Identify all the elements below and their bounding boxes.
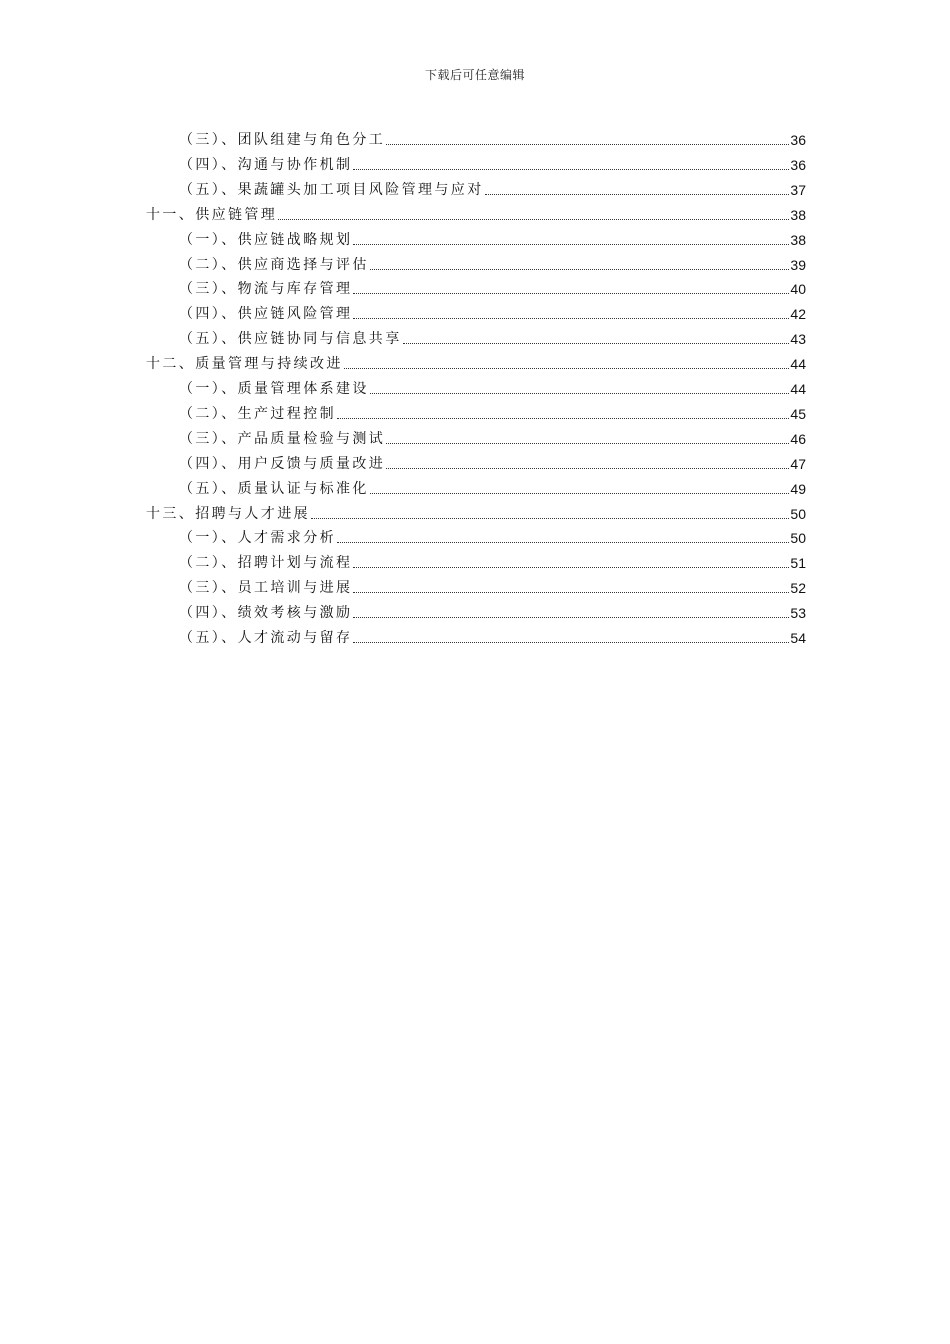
- toc-entry[interactable]: [179, 274, 806, 298]
- toc-entry-page-number: 44: [790, 381, 806, 397]
- toc-entry-page-number: 42: [790, 306, 806, 323]
- toc-dot-leader: [337, 542, 789, 543]
- toc-entry-page-number: 51: [790, 555, 806, 572]
- toc-entry[interactable]: [179, 299, 806, 323]
- toc-entry-title: （五）、供应链协同与信息共享: [179, 331, 402, 348]
- toc-dot-leader: [386, 443, 789, 444]
- toc-entry[interactable]: [179, 449, 806, 473]
- toc-entry[interactable]: [179, 250, 806, 274]
- toc-entry-page-number: 49: [790, 480, 806, 497]
- toc-entry-page-number: 52: [790, 580, 806, 597]
- toc-entry-page-number: 38: [790, 206, 806, 223]
- toc-entry-page-number: 50: [790, 530, 806, 547]
- toc-entry-title: （四）、供应链风险管理: [179, 306, 353, 323]
- toc-entry-title: （三）、团队组建与角色分工: [179, 132, 386, 148]
- toc-dot-leader: [403, 343, 790, 344]
- toc-entry-title: （五）、人才流动与留存: [179, 630, 353, 646]
- toc-entry-page-number: 50: [790, 505, 806, 522]
- toc-entry[interactable]: [179, 474, 806, 498]
- toc-entry-title: （一）、质量管理体系建设: [179, 381, 369, 397]
- toc-dot-leader: [353, 567, 789, 568]
- toc-entry-page-number: 46: [790, 430, 806, 447]
- toc-entry-page-number: 43: [790, 331, 806, 348]
- toc-entry[interactable]: [179, 598, 806, 622]
- toc-entry-title: 十一、供应链管理: [146, 206, 278, 223]
- toc-entry[interactable]: [179, 623, 806, 647]
- toc-entry[interactable]: [179, 548, 806, 572]
- toc-entry-title: （四）、用户反馈与质量改进: [179, 455, 386, 472]
- toc-entry-page-number: 45: [790, 405, 806, 422]
- toc-dot-leader: [353, 642, 789, 643]
- toc-entry-title: （三）、员工培训与进展: [179, 580, 353, 597]
- toc-entry-page-number: 44: [790, 356, 806, 373]
- toc-dot-leader: [353, 318, 789, 319]
- toc-dot-leader: [344, 368, 790, 369]
- toc-dot-leader: [311, 518, 789, 519]
- toc-dot-leader: [278, 219, 789, 220]
- toc-entry-title: （四）、绩效考核与激励: [179, 605, 353, 622]
- toc-entry-page-number: 40: [790, 281, 806, 298]
- toc-dot-leader: [337, 418, 789, 419]
- toc-dot-leader: [386, 468, 789, 469]
- toc-entry[interactable]: [179, 125, 806, 149]
- toc-entry[interactable]: [179, 573, 806, 597]
- toc-dot-leader: [485, 194, 790, 195]
- toc-entry-title: 十二、质量管理与持续改进: [146, 356, 343, 373]
- toc-dot-leader: [370, 269, 790, 270]
- toc-entry-title: （一）、供应链战略规划: [179, 231, 353, 248]
- toc-entry[interactable]: [179, 324, 806, 348]
- toc-dot-leader: [353, 617, 789, 618]
- toc-entry-title: （四）、沟通与协作机制: [179, 156, 353, 173]
- toc-dot-leader: [353, 169, 789, 170]
- toc-entry-title: （二）、供应商选择与评估: [179, 256, 369, 273]
- toc-dot-leader: [370, 393, 790, 394]
- toc-entry[interactable]: [146, 499, 806, 523]
- toc-entry[interactable]: [179, 424, 806, 448]
- toc-entry[interactable]: [179, 523, 806, 547]
- toc-entry-title: 十三、招聘与人才进展: [146, 505, 310, 522]
- toc-dot-leader: [353, 592, 789, 593]
- toc-entry-title: （二）、招聘计划与流程: [179, 555, 353, 572]
- toc-entry-page-number: 39: [790, 256, 806, 273]
- toc-entry-page-number: 53: [790, 605, 806, 622]
- toc-entry-page-number: 38: [790, 231, 806, 248]
- toc-entry[interactable]: [146, 200, 806, 224]
- toc-entry[interactable]: [179, 225, 806, 249]
- toc-entry-title: （三）、物流与库存管理: [179, 281, 353, 298]
- toc-entry[interactable]: [179, 175, 806, 199]
- toc-entry[interactable]: [179, 150, 806, 174]
- toc-entry[interactable]: [179, 374, 806, 398]
- toc-entry-page-number: 37: [790, 181, 806, 198]
- toc-entry-page-number: 47: [790, 455, 806, 472]
- toc-entry-title: （三）、产品质量检验与测试: [179, 430, 386, 447]
- toc-entry[interactable]: [179, 399, 806, 423]
- toc-dot-leader: [353, 293, 789, 294]
- page-header: 下载后可任意编辑: [424, 68, 525, 82]
- toc-entry[interactable]: [146, 349, 806, 373]
- toc-entry-title: （五）、果蔬罐头加工项目风险管理与应对: [179, 181, 484, 198]
- toc-dot-leader: [353, 244, 789, 245]
- toc-dot-leader: [370, 493, 790, 494]
- toc-dot-leader: [386, 144, 789, 145]
- toc-entry-page-number: 36: [790, 132, 806, 148]
- toc-entry-title: （五）、质量认证与标准化: [179, 480, 369, 497]
- toc-entry-page-number: 36: [790, 156, 806, 173]
- toc-entry-title: （二）、生产过程控制: [179, 405, 336, 422]
- toc-entry-title: （一）、人才需求分析: [179, 530, 336, 547]
- toc-entry-page-number: 54: [790, 630, 806, 646]
